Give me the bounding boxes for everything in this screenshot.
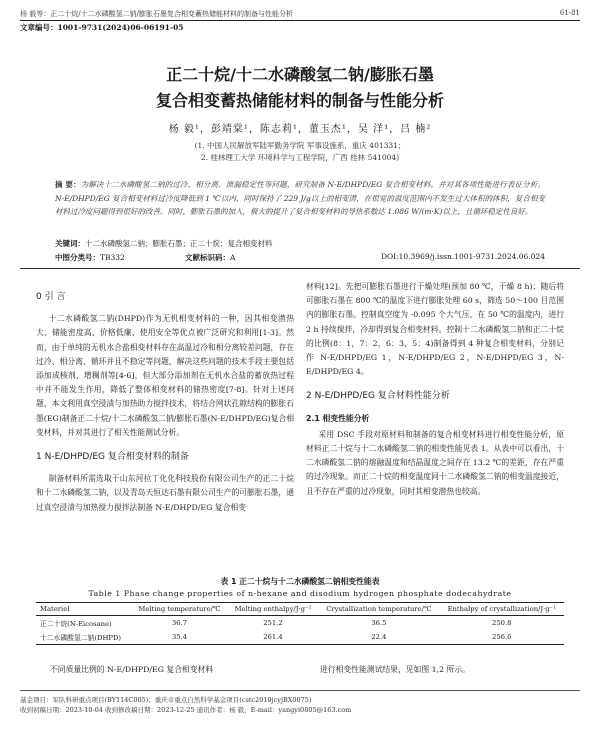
- affiliation-2: 2. 桂林理工大学 环境科学与工程学院，广西 桂林 541004): [200, 153, 400, 162]
- running-header: [20, 8, 580, 21]
- table-caption-cn: 表 1 正二十烷与十二水磷酸氢二钠相变性能表: [220, 577, 380, 586]
- table-cell: 250.8: [492, 619, 512, 627]
- table-cell: 36.5: [371, 619, 387, 627]
- table-cell: 22.4: [318, 630, 439, 645]
- table-row: [36, 616, 564, 631]
- funding-note: 基金项目：军队科研重点项目(BY114C005)；重庆市重点自然科学基金项目(cstc2019jcyjBX0075): [20, 696, 312, 704]
- section-1-paragraph: 制备材料所需选取于山东河拉丁化化科技股份有限公司生产的正二十烷和十二水磷酸氢二钠，以及青岛天恒达石墨有限公司生产的可膨胀石墨，通过真空浸渍与加热搅力搅拌法制备 N-E/DHPD/EG 复合相变: [36, 474, 294, 512]
- table-cell: 正二十烷(N-Eicosane): [40, 620, 112, 628]
- table-header-row: [36, 603, 564, 616]
- post-table-text-right: 进行相变性能测试结果，见如图 1,2 所示。: [320, 665, 470, 674]
- author-list: 杨 毅¹，彭靖棠¹，陈志莉¹，董玉杰¹，吴 洋¹，吕 楠²: [168, 124, 432, 135]
- section-1-continued: 材料[12]。先把可膨胀石墨进行干燥处理(预加 80 ℃，干燥 8 h)；随后将可膨胀石墨在 800 ℃的温度下进行膨胀处理 60 s，筛选 50～100 目范围内的膨胀石墨。控制真空度为 -0.095 个大气压，在 50 ℃的温度内，进行 2 h 持续搅拌，冷却得到复合相变材料。控制十二水磷酸氢二钠和正二十烷的比例(8：1，7：2，6：3，5：4)制备得到 4 种复合相变材料，分别记作 N-E/DHPD/EG 1，N-E/DHPD/EG 2，N-E/DHPD/EG 3，N-E/DHPD/EG 4。: [306, 282, 564, 377]
- table-header: Melting enthalpy/J·g⁻¹: [228, 603, 319, 616]
- document-code: 文献标识码：A: [185, 253, 236, 262]
- section-heading-1: 1 N-E/DHPD/EG 复合相变材料的制备: [36, 452, 189, 463]
- paper-title-line-2: 复合相变蓄热储能材料的制备与性能分析: [155, 91, 444, 110]
- table-cell: 十二水磷酸氢二钠(DHPD): [36, 630, 131, 645]
- footnotes: [20, 690, 580, 715]
- table-row: [36, 630, 564, 645]
- phase-change-table: [36, 602, 564, 645]
- table-header: Materiel: [36, 603, 131, 616]
- section-heading-intro: 0 引 言: [36, 292, 66, 302]
- right-column: [306, 280, 564, 499]
- table-header: Melting temperature/℃: [131, 603, 227, 616]
- table-cell: 36.7: [171, 619, 188, 627]
- page-number: 61-81: [559, 9, 580, 17]
- table-cell: 261.4: [228, 630, 319, 645]
- abstract-text: 为解决十二水磷酸氢二钠的过冷、相分离、泄漏稳定性等问题，研究制备 N-E/DHPD/EG 复合相变材料，并对其各项性能进行表征分析。N-E/DHPD/EG 复合相变材料过冷度降低到 1 ℃以内，同时保持了 229 J/g以上的相变潜，在很宽的温度范围内不发生过大体积的体积，复合相变材料过冷度问题得到很好的改善。同时，膨胀石墨的加入，极大的提升了复合相变材料的导热系数达 1.086 W/(m·K)以上，且循环稳定性良好。: [55, 180, 545, 216]
- paper-title-line-1: 正二十烷/十二水磷酸氢二钠/膨胀石墨: [166, 65, 434, 84]
- keywords: [55, 238, 545, 249]
- abstract-label: 摘 要：: [55, 180, 81, 189]
- table-cell: 256.6: [440, 630, 564, 645]
- running-title: 杨 毅等：正二十烷/十二水磷酸氢二钠/膨胀石墨复合相变蓄热储能材料的制备与性能分析: [20, 10, 293, 18]
- keywords-text: 十二水磷酸氢二钠；膨胀石墨；正二十烷；复合相变材料: [85, 239, 273, 248]
- subsection-heading-2-1: 2.1 相变性能分析: [306, 413, 370, 423]
- left-column: [36, 280, 294, 515]
- post-table-text-left: 不同质量比例的 N-E/DHPD/EG 复合相变材料: [50, 665, 214, 674]
- table-header: Enthalpy of crystallization/J·g⁻¹: [440, 603, 564, 616]
- article-number: 文章编号：1001-9731(2024)06-06191-05: [20, 23, 184, 32]
- divider: [20, 268, 580, 269]
- dates-note: 收到初稿日期：2023-10-04 收到修改稿日期：2023-12-25 通讯作者：杨 毅，E-mail：yangyi0805@163.com: [20, 706, 352, 714]
- clc-code: 中图分类号：TB332: [55, 253, 125, 262]
- table-cell: 35.4: [131, 630, 227, 645]
- table-cell: 251.2: [263, 619, 283, 627]
- keywords-label: 关键词：: [55, 239, 85, 248]
- table-caption-en: Table 1 Phase change properties of n-hexane and disodium hydrogen phosphate dodecahydrate: [88, 589, 512, 598]
- section-2-1-paragraph: 采用 DSC 手段对原材料和制备的复合相变材料进行相变性能分析，原材料正二十烷与十二水磷酸氢二钠的相变性能见表 1。从表中可以看出，十二水磷酸氢二钠的熔融温度和结晶温度之间存在 13.2 ℃的差距，存在严重的过冷现象。而正二十烷的相变温度同十二水磷酸氢二钠的相变温度接近，且不存在严重的过冷现象，同时其相变潜热也较高。: [306, 429, 564, 496]
- affiliation-1: (1. 中国人民解放军陆军勤务学院 军事设施系，重庆 401331；: [194, 141, 406, 150]
- intro-paragraph: 十二水磷酸氢二钠(DHPD)作为无机相变材料的一种，因其相变潜热大、储能密度高、价格低廉、使用安全等优点被广泛研究和利用[1-3]。然而，由于单纯的无机水合盐相变材料存在高温过冷和相分离较差问题，存在过冷、相分离、循环并且不稳定等问题，解决这些问题的技术手段主要包括添加成核剂、增稠剂等[4-6]，但大部分添加剂在无机水合盐的蓄放热过程中并不能发生作用，降低了整体相变材料的储热密度[7-8]。针对上述问题，本文利用真空浸渍与加热助力搅拌技术，将结合网状孔隙结构的膨胀石墨(EG)制备正二十烷/十二水磷酸氢二钠/膨胀石墨(N-E/DHPD/EG)复合相变材料，并对其进行了相关性能测试分析。: [36, 314, 294, 437]
- section-heading-2: 2 N-E/DHPD/EG 复合材料性能分析: [306, 391, 450, 402]
- table-header: Crystallization temperature/℃: [318, 603, 439, 616]
- doi: DOI:10.3969/j.issn.1001-9731.2024.06.024: [380, 252, 545, 261]
- abstract: [55, 178, 545, 219]
